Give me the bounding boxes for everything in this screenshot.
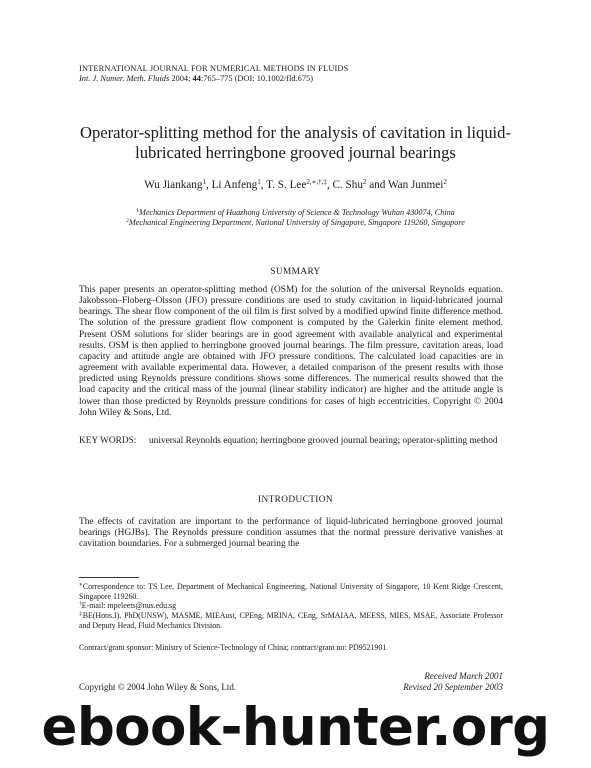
author-separator: ,	[205, 179, 212, 191]
author	[144, 179, 206, 191]
journal-abbrev: Int. J. Numer. Meth. Fluids	[79, 74, 170, 83]
footnote-mark: ‡	[79, 611, 83, 618]
author-name: C. Shu	[332, 179, 363, 191]
affiliation-text: Mechanics Department of Huazhong University of Science & Technology Wuhan 430074, China	[139, 208, 455, 217]
footnotes	[79, 582, 503, 631]
copyright-notice: Copyright © 2004 John Wiley & Sons, Ltd.	[79, 682, 237, 692]
grant-sponsor: Contract/grant sponsor: Ministry of Science-Technology of China; contract/grant no: PD9521901	[79, 643, 387, 652]
summary-paragraph: This paper presents an operator-splitting method (OSM) for the solution of the universal Reynolds equation. Jakobsson–Floberg–Olsson (JFO) pressure conditions are used to study cavitation in liquid-lubricated journal bearings. The shear flow component of the oil film is first solved by a modified upwind finite difference method. The solution of the pressure gradient flow component is computed by the Galerkin finite element method. Present OSM solutions for slider bearings are in good agreement with available analytical and experimental results. OSM is then applied to herringbone grooved journal bearings. The film pressure, cavitation areas, load capacity and attitude angle are obtained with JFO pressure conditions. The calculated load capacities are in agreement with available experimental data. However, a detailed comparison of the present results with those predicted using Reynolds pressure conditions shows some differences. The numerical results showed that the load capacity and the critical mass of the journal (linear stability indicator) are higher and the attitude angle is lower than those predicted by Reynolds pressure conditions for cases of high eccentricities. Copyright © 2004 John Wiley & Sons, Ltd.	[79, 285, 503, 418]
author-separator: ,	[260, 179, 267, 191]
introduction-heading: INTRODUCTION	[257, 495, 334, 505]
footnote-email	[79, 601, 503, 611]
author-name: Wu Jiankang	[144, 179, 203, 191]
footnote-text: Correspondence to: TS Lee, Department of Mechanical Engineering, National University of Singapore, 10 Kent Ridge Crescent, Singapore 119260.	[79, 582, 503, 601]
revised-date: Revised 20 September 2003	[403, 682, 503, 692]
journal-pages-doi: :765–775 (DOI: 10.1002/fld.675)	[200, 74, 314, 83]
journal-year: 2004;	[171, 74, 191, 83]
author-list	[60, 179, 531, 191]
footnote-text: E-mail: mpeleets@nus.edu.sg	[81, 601, 177, 611]
author-affiliation-mark: 2,∗,†,‡	[306, 178, 327, 186]
affiliation	[60, 218, 531, 227]
journal-name: INTERNATIONAL JOURNAL FOR NUMERICAL METHODS IN FLUIDS	[79, 64, 349, 73]
keywords-label: KEY WORDS:	[79, 436, 137, 446]
affiliation	[60, 208, 531, 217]
journal-volume: 44	[192, 74, 201, 83]
author-separator: and	[366, 179, 388, 191]
affiliation-mark: 1	[136, 208, 139, 214]
footnote-text: BE(Hons.I), PhD(UNSW), MASME, MIEAust, CPEng, MRINA, CEng, SrMAIAA, MEESS, MIES, MSAE, Associate Professor and Deputy Head, Fluid Mechanics Division.	[79, 611, 503, 630]
author-affiliation-mark: 2	[443, 178, 447, 186]
author-affiliation-mark: 2	[362, 178, 367, 186]
watermark-banner: ebook-hunter.org	[41, 697, 550, 758]
paper-title: Operator-splitting method for the analysis of cavitation in liquid-lubricated herringbone grooved journal bearings	[79, 123, 511, 162]
summary-heading: SUMMARY	[270, 267, 321, 277]
received-date: Received March 2001	[424, 671, 503, 681]
footnote-rule	[79, 577, 139, 578]
author	[266, 179, 327, 191]
author	[388, 179, 447, 191]
introduction-paragraph: The effects of cavitation are important to the performance of liquid-lubricated herringbone grooved journal bearings (HGJBs). The Reynolds pressure condition assumes that the normal pressure derivative vanishes at cavitation boundaries. For a submerged journal bearing the	[79, 517, 503, 550]
footnote-mark: †	[79, 601, 82, 608]
keywords-value: universal Reynolds equation; herringbone grooved journal bearing; operator-splitting method	[149, 436, 498, 446]
footnote-mark: ∗	[79, 582, 83, 588]
author-affiliation-mark: 1	[257, 178, 261, 186]
affiliation-text: Mechanical Engineering Department, National University of Singapore, Singapore 119260, Singapore	[128, 218, 465, 227]
author-affiliation-mark: 1	[202, 178, 206, 186]
author-name: Li Anfeng	[211, 179, 258, 191]
footnote-correspondence	[79, 582, 503, 601]
author-name: Wan Junmei	[387, 179, 444, 191]
author	[212, 179, 261, 191]
author-name: T. S. Lee	[266, 179, 307, 191]
author	[332, 179, 366, 191]
author-separator: ,	[326, 179, 333, 191]
journal-citation	[79, 74, 313, 83]
affiliation-mark: 2	[126, 218, 129, 224]
footnote-credentials	[79, 611, 503, 630]
